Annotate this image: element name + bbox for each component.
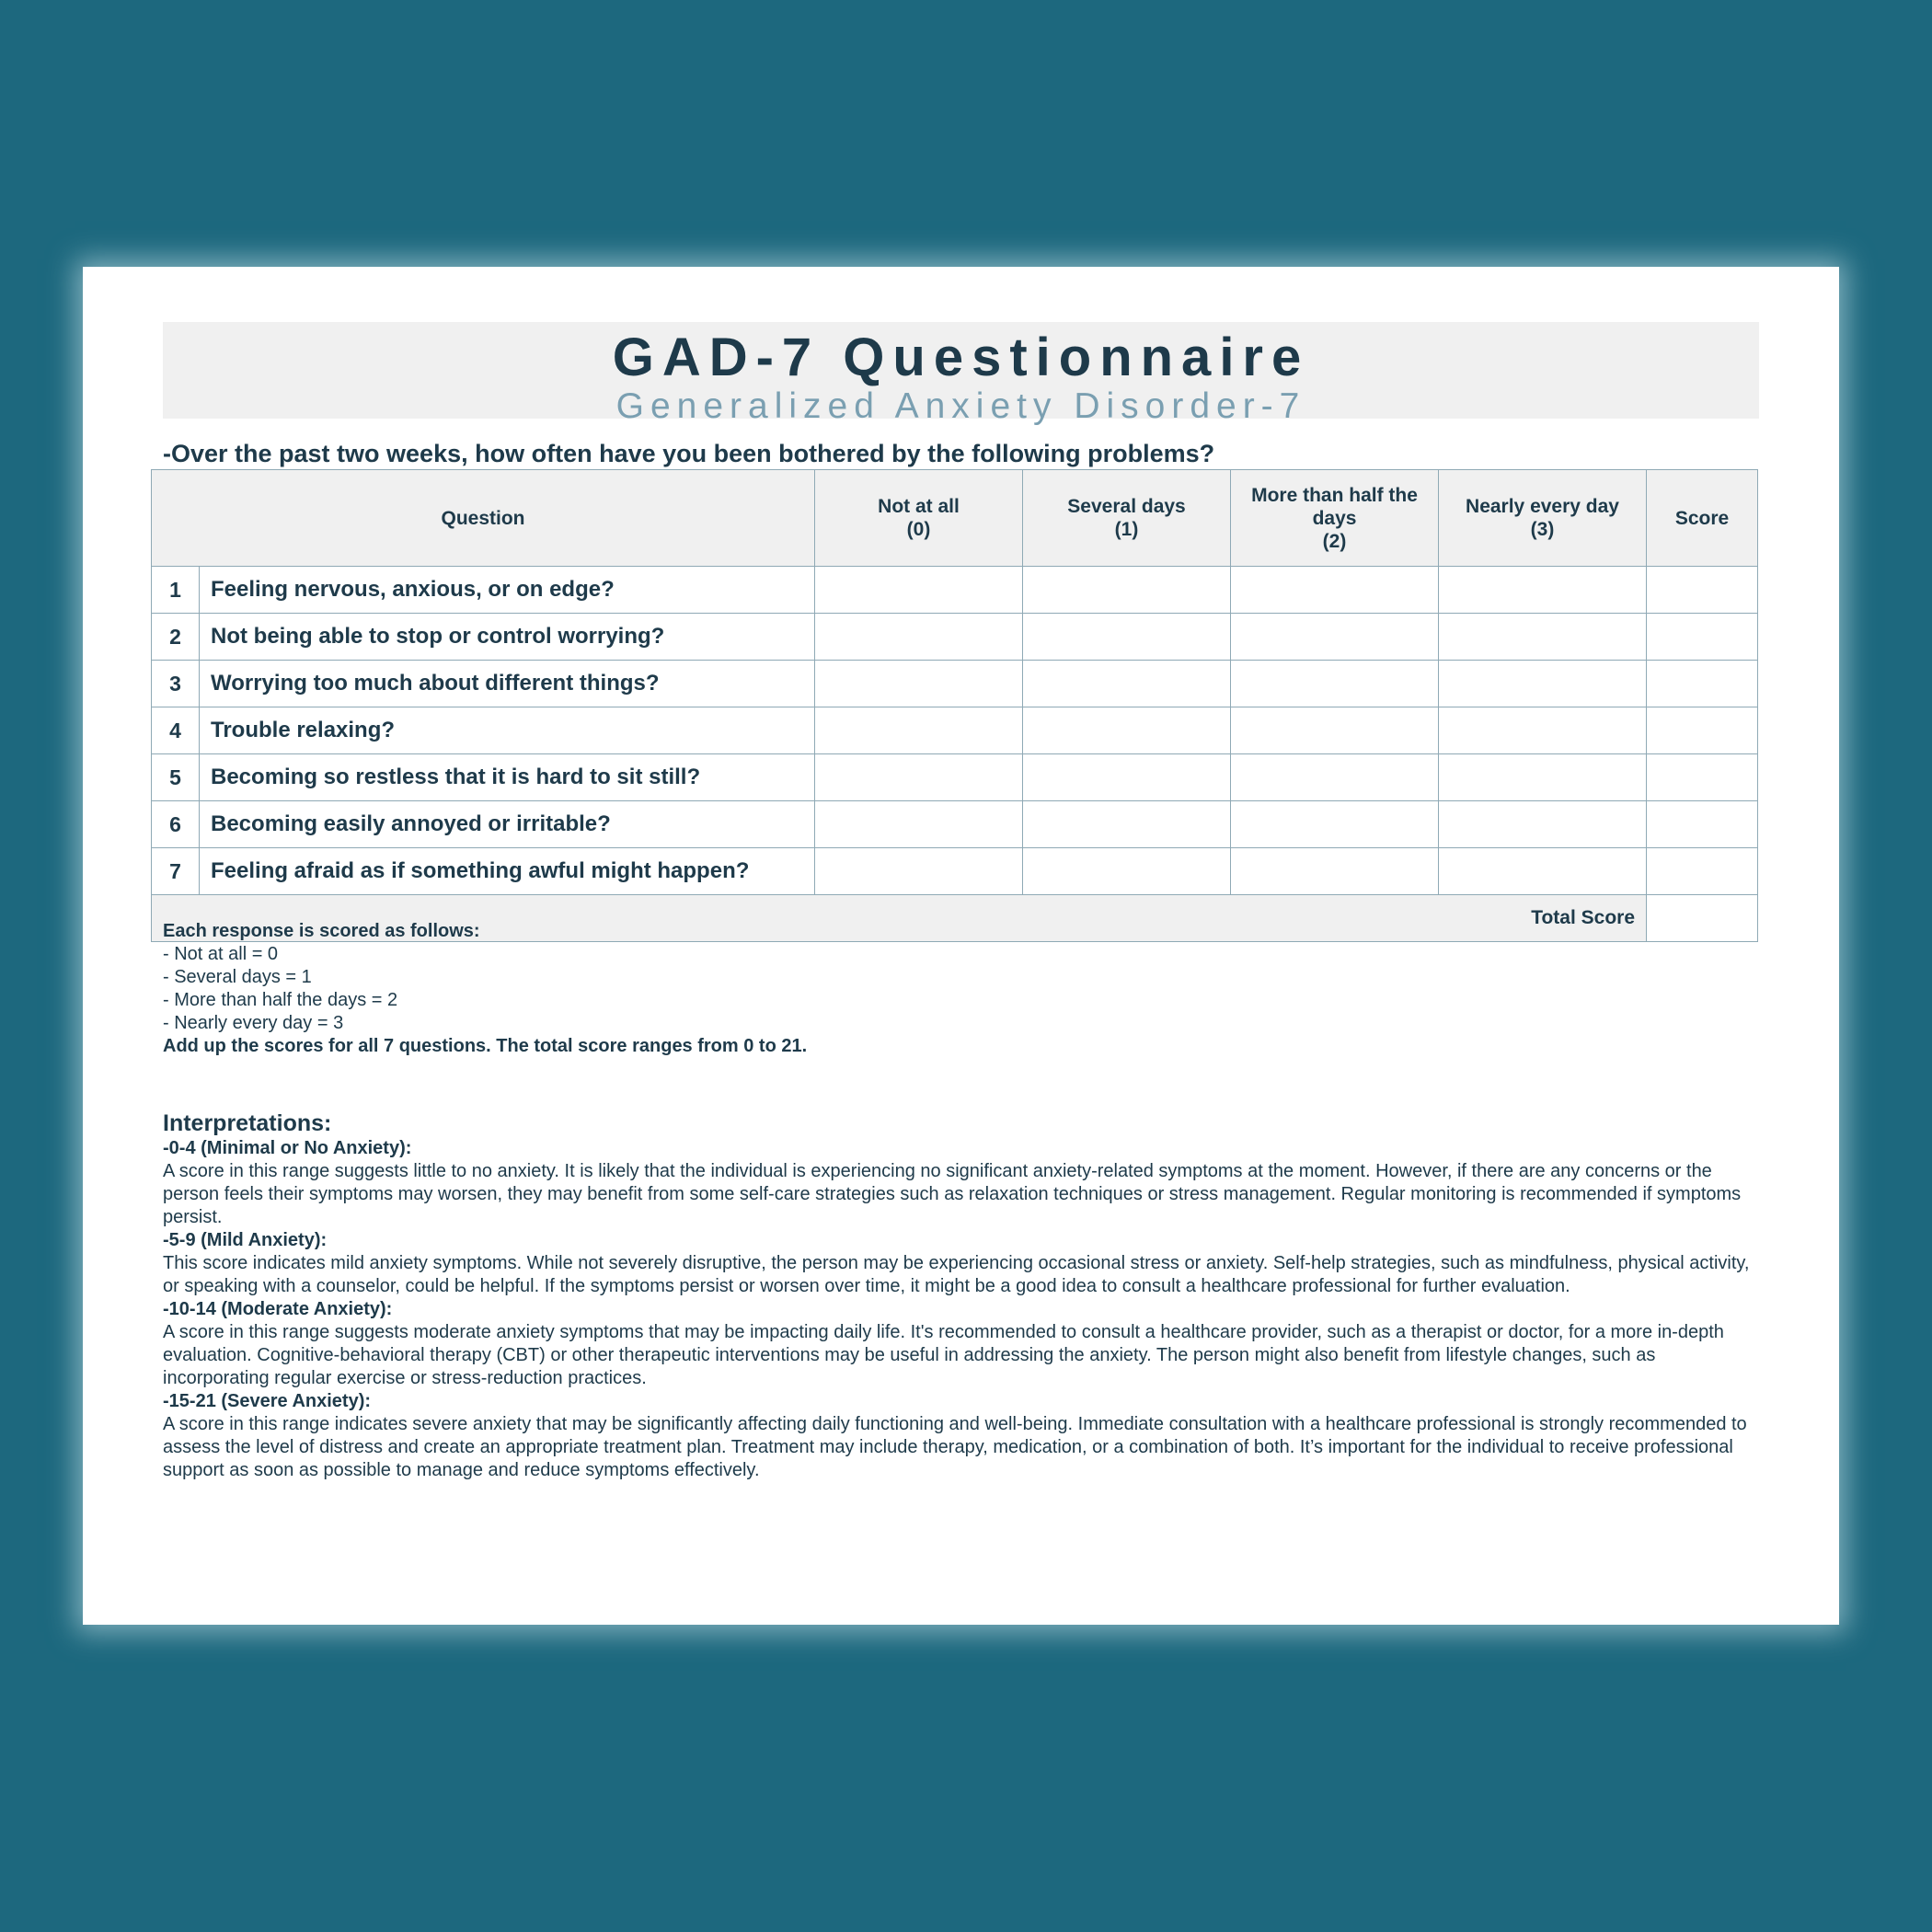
row-number: 1 (152, 567, 200, 614)
answer-cell-not-at-all[interactable] (815, 707, 1023, 754)
header-several-days (1023, 470, 1231, 567)
answer-cell-several-days[interactable] (1023, 848, 1231, 895)
table-row (152, 848, 1758, 895)
page-title: GAD-7 Questionnaire (612, 328, 1310, 387)
answer-cell-not-at-all[interactable] (815, 754, 1023, 801)
header-nearly-every-day-value: (3) (1530, 519, 1555, 540)
score-cell[interactable] (1647, 661, 1758, 707)
header-question: Question (152, 470, 815, 567)
row-question: Not being able to stop or control worrying? (200, 614, 815, 661)
header-more-than-half-label: More than half the days (1251, 484, 1418, 529)
table-row (152, 754, 1758, 801)
header-more-than-half-value: (2) (1322, 530, 1347, 552)
answer-cell-nearly-every-day[interactable] (1439, 754, 1647, 801)
answer-cell-nearly-every-day[interactable] (1439, 801, 1647, 848)
row-question: Worrying too much about different things? (200, 661, 815, 707)
row-question: Becoming so restless that it is hard to sit still? (200, 754, 815, 801)
answer-cell-not-at-all[interactable] (815, 801, 1023, 848)
header-more-than-half (1231, 470, 1439, 567)
row-number: 3 (152, 661, 200, 707)
answer-cell-not-at-all[interactable] (815, 567, 1023, 614)
answer-cell-several-days[interactable] (1023, 661, 1231, 707)
scoring-item: - Several days = 1 (163, 967, 312, 987)
header-several-days-label: Several days (1067, 496, 1186, 517)
table-row (152, 801, 1758, 848)
answer-cell-nearly-every-day[interactable] (1439, 567, 1647, 614)
scoring-item: - More than half the days = 2 (163, 990, 398, 1010)
row-number: 5 (152, 754, 200, 801)
row-number: 2 (152, 614, 200, 661)
score-cell[interactable] (1647, 801, 1758, 848)
interpretation-text: A score in this range indicates severe anxiety that may be significantly affecting daily functioning and well-being. Immediate consultation with a healthcare professional is strongly recommended to assess the level of distress and create an appropriate treatment plan. Treatment may include therapy, medication, or a combination of both. It’s important for the individual to receive professional support as soon as possible to manage and reduce symptoms effectively. (163, 1414, 1747, 1480)
interpretation-range: -15-21 (Severe Anxiety): (163, 1391, 372, 1411)
answer-cell-nearly-every-day[interactable] (1439, 614, 1647, 661)
scoring-item: - Nearly every day = 3 (163, 1013, 344, 1033)
answer-cell-several-days[interactable] (1023, 801, 1231, 848)
row-question: Feeling afraid as if something awful might happen? (200, 848, 815, 895)
score-cell[interactable] (1647, 614, 1758, 661)
table-row (152, 614, 1758, 661)
interpretation-range: -5-9 (Mild Anxiety): (163, 1230, 328, 1250)
interpretation-text: A score in this range suggests moderate anxiety symptoms that may be impacting daily life. It's recommended to consult a healthcare provider, such as a therapist or doctor, for a more in-depth evaluation. Cognitive-behavioral therapy (CBT) or other therapeutic interventions may be useful in addressing the anxiety. The person might also benefit from lifestyle changes, such as incorporating regular exercise or stress-reduction practices. (163, 1322, 1724, 1388)
table-header-row (152, 470, 1758, 567)
total-score-cell[interactable] (1647, 895, 1758, 942)
scoring-summary: Add up the scores for all 7 questions. The total score ranges from 0 to 21. (163, 1036, 808, 1056)
table-row (152, 567, 1758, 614)
row-question: Becoming easily annoyed or irritable? (200, 801, 815, 848)
answer-cell-not-at-all[interactable] (815, 661, 1023, 707)
answer-cell-not-at-all[interactable] (815, 848, 1023, 895)
answer-cell-more-than-half[interactable] (1231, 801, 1439, 848)
header-not-at-all-label: Not at all (878, 496, 960, 517)
header-not-at-all-value: (0) (906, 519, 931, 540)
answer-cell-more-than-half[interactable] (1231, 754, 1439, 801)
table-row (152, 661, 1758, 707)
answer-cell-nearly-every-day[interactable] (1439, 661, 1647, 707)
answer-cell-more-than-half[interactable] (1231, 661, 1439, 707)
interpretations-section (163, 1110, 1762, 1482)
scoring-heading: Each response is scored as follows: (163, 921, 480, 941)
answer-cell-nearly-every-day[interactable] (1439, 848, 1647, 895)
gad7-table (151, 469, 1758, 942)
header-nearly-every-day (1439, 470, 1647, 567)
row-number: 7 (152, 848, 200, 895)
score-cell[interactable] (1647, 848, 1758, 895)
row-question: Trouble relaxing? (200, 707, 815, 754)
interpretations-heading: Interpretations: (163, 1110, 332, 1136)
answer-cell-more-than-half[interactable] (1231, 567, 1439, 614)
header-score: Score (1647, 470, 1758, 567)
scoring-instructions (163, 920, 807, 1058)
answer-cell-several-days[interactable] (1023, 567, 1231, 614)
interpretation-text: A score in this range suggests little to no anxiety. It is likely that the individual is experiencing no significant anxiety-related symptoms at the moment. However, if there are any concerns or the person feels their symptoms may worsen, they may benefit from some self-care strategies such as relaxation techniques or stress management. Regular monitoring is recommended if symptoms persist. (163, 1161, 1742, 1227)
header-nearly-every-day-label: Nearly every day (1466, 496, 1619, 517)
row-question: Feeling nervous, anxious, or on edge? (200, 567, 815, 614)
answer-cell-several-days[interactable] (1023, 707, 1231, 754)
interpretation-range: -10-14 (Moderate Anxiety): (163, 1299, 393, 1319)
interpretation-text: This score indicates mild anxiety symptoms. While not severely disruptive, the person may be experiencing occasional stress or anxiety. Self-help strategies, such as mindfulness, physical activity, or speaking with a counselor, could be helpful. If the symptoms persist or worsen over time, it might be a good idea to consult a healthcare professional for further evaluation. (163, 1253, 1750, 1296)
header-several-days-value: (1) (1114, 519, 1139, 540)
page-subtitle: Generalized Anxiety Disorder-7 (615, 386, 1306, 426)
answer-cell-more-than-half[interactable] (1231, 614, 1439, 661)
score-cell[interactable] (1647, 567, 1758, 614)
row-number: 6 (152, 801, 200, 848)
answer-cell-more-than-half[interactable] (1231, 848, 1439, 895)
table-row (152, 707, 1758, 754)
score-cell[interactable] (1647, 707, 1758, 754)
interpretation-range: -0-4 (Minimal or No Anxiety): (163, 1138, 412, 1158)
row-number: 4 (152, 707, 200, 754)
question-prompt: -Over the past two weeks, how often have you been bothered by the following problems? (163, 440, 1215, 467)
title-banner (163, 322, 1759, 426)
answer-cell-not-at-all[interactable] (815, 614, 1023, 661)
answer-cell-several-days[interactable] (1023, 614, 1231, 661)
score-cell[interactable] (1647, 754, 1758, 801)
answer-cell-several-days[interactable] (1023, 754, 1231, 801)
header-not-at-all (815, 470, 1023, 567)
scoring-item: - Not at all = 0 (163, 944, 279, 964)
total-score-label: Total Score (152, 895, 1647, 942)
answer-cell-more-than-half[interactable] (1231, 707, 1439, 754)
questionnaire-sheet (83, 267, 1839, 1625)
answer-cell-nearly-every-day[interactable] (1439, 707, 1647, 754)
